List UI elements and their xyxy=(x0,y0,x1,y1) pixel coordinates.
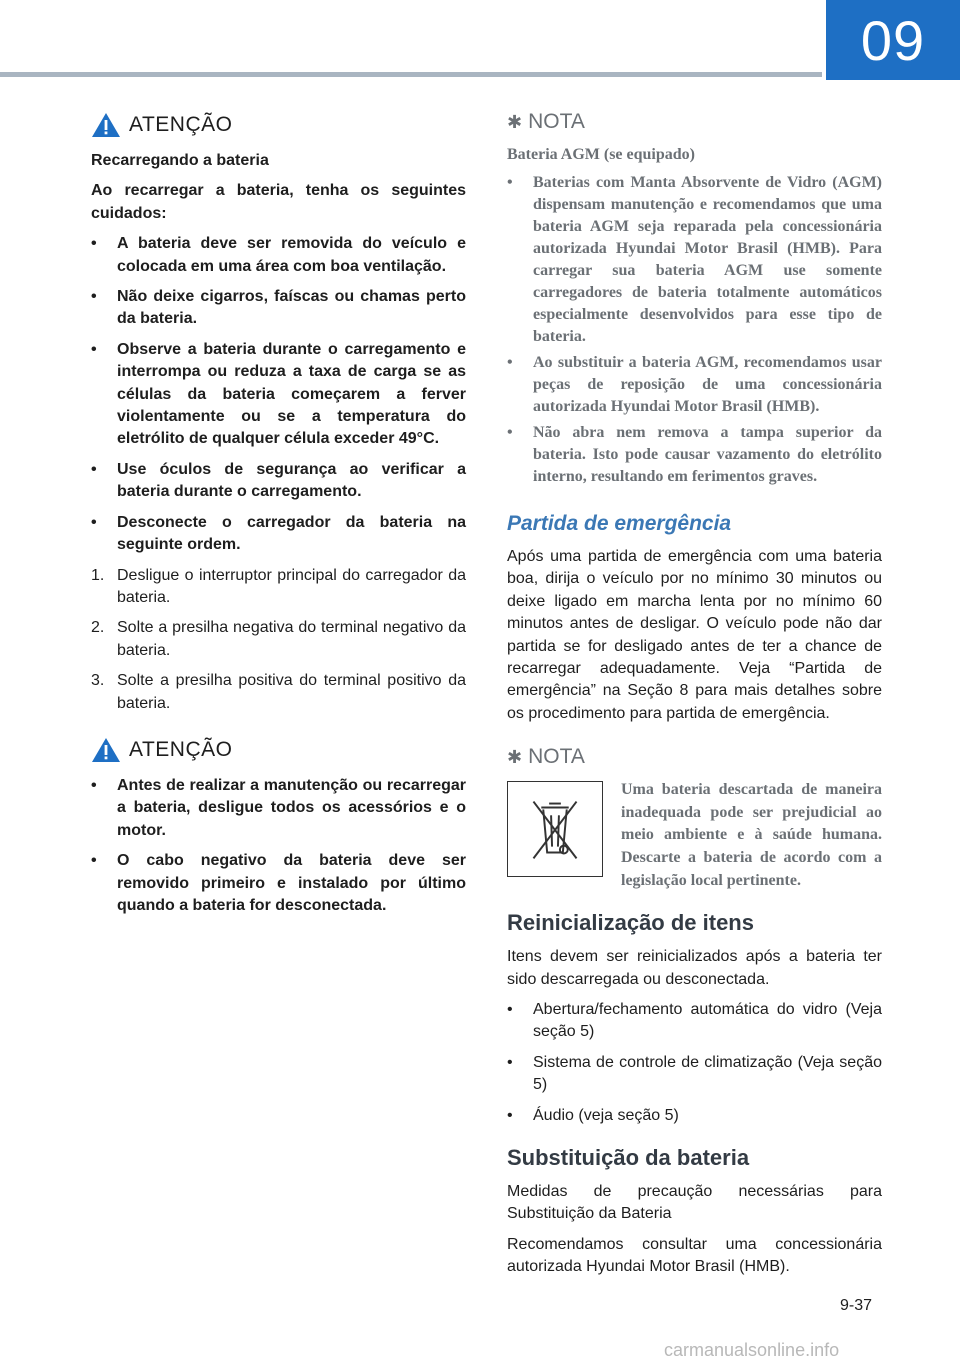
warning-header xyxy=(91,737,466,763)
warning-subtitle: Recarregando a bateria xyxy=(91,152,269,169)
list-item: • Não abra nem remova a tampa superior da bateria. Isto pode causar vazamento do eletrólito interno, resultando em ferimentos graves. xyxy=(507,424,882,485)
list-item: • Ao substituir a bateria AGM, recomendamos usar peças de reposição de uma concessionária autorizada Hyundai Motor Brasil (HMB). xyxy=(507,354,882,415)
section-body: Após uma partida de emergência com uma bateria boa, dirija o veículo por no mínimo 30 minutos ou deixe ligado em marcha lenta por no mínimo 60 minutos antes de desligar. O veículo pode não dar partida se for desligado antes de ter a chance de recarregar adequadamente. Veja “Partida de emergência” na Seção 8 para mais detalhes sobre os procedimento para partida de emergência. xyxy=(507,548,882,722)
note-header xyxy=(507,745,882,769)
crossed-bin-icon xyxy=(507,781,603,877)
warning-header xyxy=(91,112,466,138)
section-body: Itens devem ser reinicializados após a bateria ter sido descarregada ou desconectada. xyxy=(507,948,882,988)
list-item: • Observe a bateria durante o carregamento e interrompa ou reduza a taxa de carga se as células da bateria começarem a ferver violentamente ou se a temperatura do eletrólito de qualquer célula exceder 49°C. xyxy=(91,340,466,448)
header-rule xyxy=(0,72,822,77)
step-item: 2. Solte a presilha negativa do terminal negativo da bateria. xyxy=(91,619,466,659)
list-item: • Áudio (veja seção 5) xyxy=(507,1106,679,1124)
note-header xyxy=(507,110,882,134)
star-icon: ✱ xyxy=(507,111,523,132)
watermark: carmanualsonline.info xyxy=(664,1340,840,1360)
warning-intro: Ao recarregar a bateria, tenha os seguintes cuidados: xyxy=(91,182,466,222)
warning-icon xyxy=(91,112,121,138)
note-text: Uma bateria descartada de maneira inadequada pode ser prejudicial ao meio ambiente e à saúde humana. Descarte a bateria de acordo com a legislação local pertinente. xyxy=(621,781,882,889)
section-body: Recomendamos consultar uma concessionária autorizada Hyundai Motor Brasil (HMB). xyxy=(507,1235,882,1276)
chapter-tab xyxy=(826,0,960,80)
left-column xyxy=(91,112,466,925)
list-item: • Desconecte o carregador da bateria na seguinte ordem. xyxy=(91,513,466,554)
step-item: 3. Solte a presilha positiva do terminal positivo da bateria. xyxy=(91,672,466,712)
note-title: NOTA xyxy=(528,745,585,769)
list-item: • O cabo negativo da bateria deve ser removido primeiro e instalado por último quando a bateria for desconectada. xyxy=(91,852,466,914)
section-title: Partida de emergência xyxy=(507,512,732,535)
star-icon: ✱ xyxy=(507,746,523,767)
list-item: • Antes de realizar a manutenção ou recarregar a bateria, desligue todos os acessórios e o motor. xyxy=(91,776,466,839)
note-title: NOTA xyxy=(528,110,585,133)
note-subtitle: Bateria AGM (se equipado) xyxy=(507,146,695,163)
step-item: 1. Desligue o interruptor principal do carregador da bateria. xyxy=(91,566,466,606)
list-item: • Baterias com Manta Absorvente de Vidro (AGM) dispensam manutenção e recomendamos que uma bateria AGM seja reparada pela concessionária autorizada Hyundai Motor Brasil (HMB). Para carregar sua bateria AGM use somente carregadores de bateria totalmente automáticos especialmente desenvolvidos para esse tipo de bateria. xyxy=(507,174,882,345)
warning-title: ATENÇÃO xyxy=(129,113,233,136)
list-item: • Abertura/fechamento automática do vidro (Veja seção 5) xyxy=(507,1001,882,1041)
warning-icon xyxy=(91,737,121,763)
right-column xyxy=(507,110,882,1287)
list-item: • Não deixe cigarros, faíscas ou chamas perto da bateria. xyxy=(91,288,466,328)
section-title: Substituição da bateria xyxy=(507,1145,750,1171)
list-item: • Sistema de controle de climatização (Veja seção 5) xyxy=(507,1053,882,1094)
list-item: • A bateria deve ser removida do veículo e colocada em uma área com boa ventilação. xyxy=(91,235,466,275)
list-item: • Use óculos de segurança ao verificar a bateria durante o carregamento. xyxy=(91,460,466,501)
page-number: 9-37 xyxy=(840,1297,873,1314)
section-title: Reinicialização de itens xyxy=(507,910,754,936)
chapter-number: 09 xyxy=(860,8,926,72)
note-body xyxy=(507,144,882,488)
section-body: Medidas de precaução necessárias para Substituição da Bateria xyxy=(507,1183,882,1223)
warning-title: ATENÇÃO xyxy=(129,737,233,761)
note-body xyxy=(507,779,882,892)
